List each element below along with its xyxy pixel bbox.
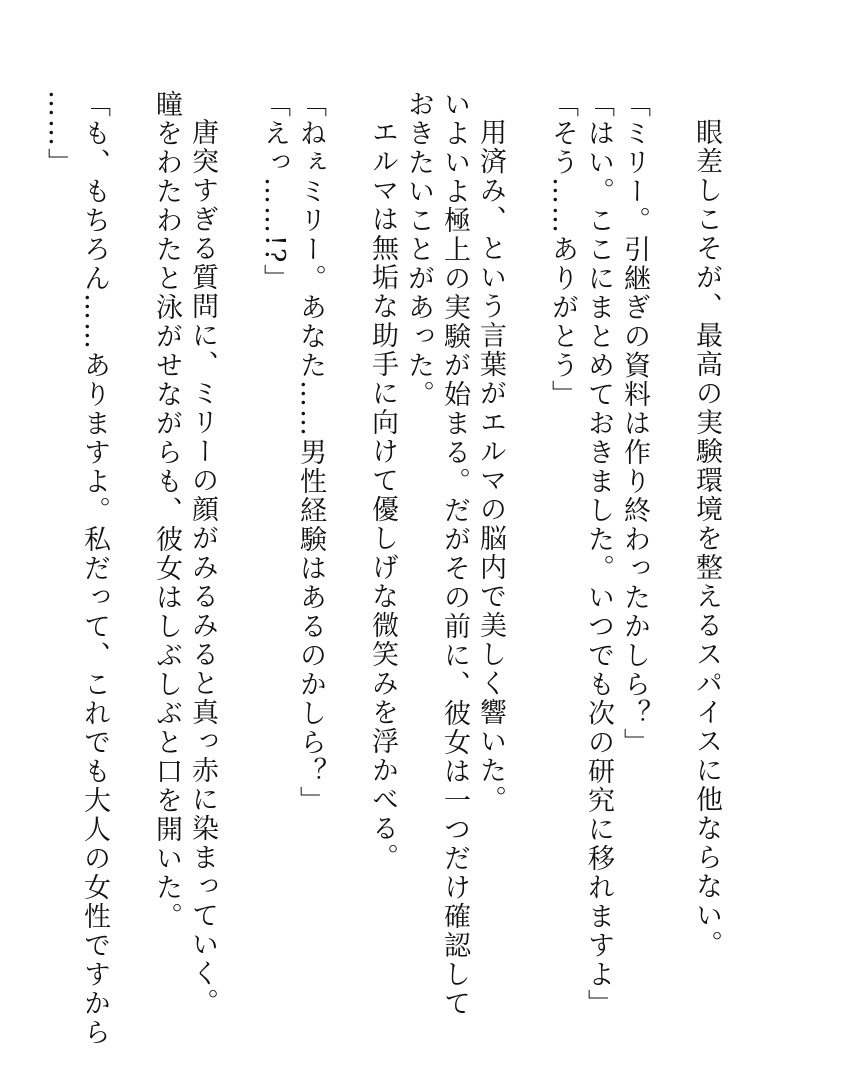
- text-column-2: [652, 90, 688, 1050]
- text-column-16: 瞳をわたわたと泳がせながらも、彼女はしぶしぶと口を開いた。: [151, 90, 182, 931]
- text-column-6: [508, 90, 544, 1050]
- text-column-3: 「ミリー。引継ぎの資料は作り終わったかしら？」: [619, 90, 650, 757]
- text-column-5: 「そう……ありがとう」: [547, 90, 578, 409]
- text-column-7: 用済み、という言葉がエルマの脳内で美しく響いた。: [475, 118, 506, 814]
- text-column-4: 「はい。ここにまとめておきました。いつでも次の研究に移れますよ」: [583, 90, 614, 1018]
- text-column-19: ……」: [43, 90, 74, 177]
- text-column-1: 眼差しこそが、最高の実験環境を整えるスパイスに他ならない。: [691, 118, 722, 959]
- text-column-9: おきたいことがあった。: [403, 90, 434, 409]
- text-column-18: 「も、もちろん……ありますよ。私だって、これでも大人の女性ですから: [79, 90, 110, 1047]
- text-column-14: [220, 90, 256, 1050]
- text-column-10: エルマは無垢な助手に向けて優しげな微笑みを浮かべる。: [367, 118, 398, 872]
- text-column-8: いよいよ極上の実験が始まる。だがその前に、彼女は一つだけ確認して: [439, 90, 470, 1018]
- text-column-13: 「えっ……!?」: [259, 90, 290, 294]
- text-column-11: [328, 90, 364, 1050]
- text-column-17: [112, 90, 148, 1050]
- text-column-12: 「ねぇミリー。あなた……男性経験はあるのかしら？」: [295, 90, 326, 815]
- text-column-15: 唐突すぎる質問に、ミリーの顔がみるみると真っ赤に染まっていく。: [187, 118, 218, 1017]
